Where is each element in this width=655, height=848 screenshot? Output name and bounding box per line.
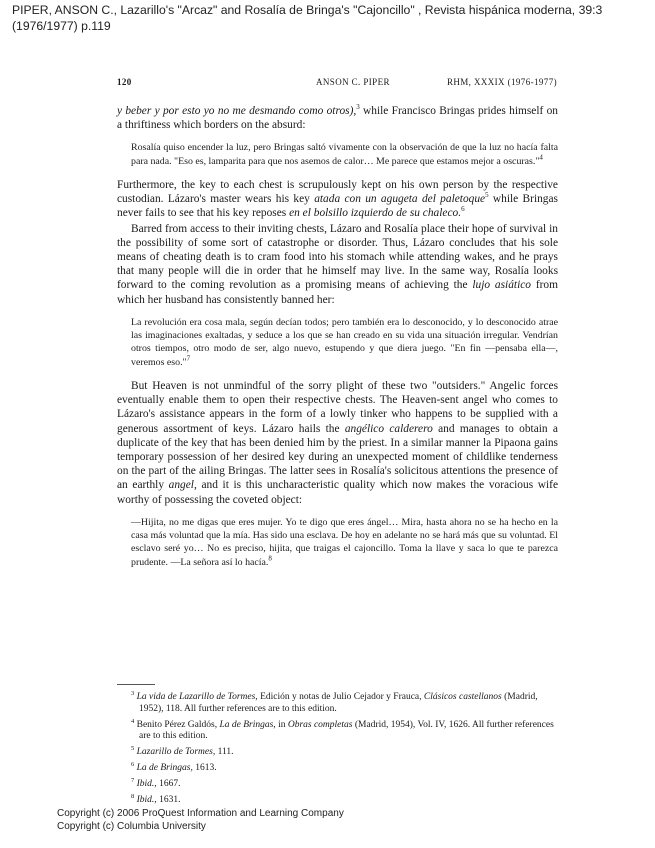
block-quote-3 xyxy=(131,516,558,569)
footnote-title: La vida de Lazarillo de Tormes, xyxy=(136,692,258,703)
footnote-title: Lazarillo de Tormes, xyxy=(136,747,216,758)
footnote xyxy=(117,791,558,807)
footnote-title: La de Bringas, xyxy=(219,719,276,730)
footnote-title: Obras completas xyxy=(287,719,353,730)
paragraph-text: while Bringas never fails to see that his key reposes xyxy=(117,193,558,220)
spanish-phrase: y beber y por esto yo no me desmando como otros), xyxy=(117,105,357,117)
footnote xyxy=(117,688,558,716)
quote-text: —Hijita, no me digas que eres mujer. Yo te digo que eres ángel… Mira, hasta ahora no se ha hecho en la casa más voluntad que la mía. Has sido una esclava. De hoy en adelante no se hará más que su voluntad. El esclavo seré yo… No es preciso, hijita, que traigas el cajoncillo. Toma la llave y saca lo que te parezca prudente. —La señora así lo hacía. xyxy=(131,516,558,568)
paragraph-text: and it is this uncharacteristic quality which now makes the voracious wife worthy of possessing the coveted object: xyxy=(117,479,558,506)
footnote-number: 3 xyxy=(131,690,135,697)
running-head xyxy=(117,77,557,91)
footnote-text: 111. xyxy=(215,747,234,758)
running-head-author: ANSON C. PIPER xyxy=(316,77,390,87)
source-citation: PIPER, ANSON C., Lazarillo's "Arcaz" and Rosalía de Bringa's "Cajoncillo" , Revista hispánica moderna, 39:3 (1976/1977) p.119 xyxy=(12,3,603,33)
footnote-text: 1613. xyxy=(192,763,217,774)
footnote-text: in xyxy=(275,719,288,730)
footnote-text: 1667. xyxy=(156,779,181,789)
footnote-title: La de Bringas, xyxy=(136,763,193,774)
spanish-phrase: lujo asiático xyxy=(472,279,531,292)
paragraph-text: Barred from access to their inviting chests, Lázaro and Rosalía place their hope of survival in the possibility of some sort of catastrophe or disorder. Thus, Lázaro concludes that his sole means of cheating death is to cram food into his stomach while attending wakes, and he prays that many people will die in order that he himself may live. In the same way, Rosalía looks forward to the coming revolution as a promising means of achieving the xyxy=(117,222,558,292)
footnote-ref: 8 xyxy=(268,554,272,563)
running-head-journal: RHM, XXXIX (1976-1977) xyxy=(446,77,557,87)
footnote-number: 5 xyxy=(131,745,135,753)
footnote-rule xyxy=(117,684,155,685)
footnote-title: Clásicos castellanos xyxy=(423,692,502,703)
paragraph-text: Furthermore, the key to each chest is scrupulously kept on his own person by the respective custodian. Lázaro's master wears his key xyxy=(117,179,558,206)
quote-text: Rosalía quiso encender la luz, pero Bringas saltó vivamente con la observación de que la luz no hacía falta para nada. "Eso es, lamparita para que nos asemos de calor… Me parece que estamos mejor a oscuras." xyxy=(131,142,558,167)
paragraph-text: But Heaven is not unmindful of the sorry plight of these two "outsiders." Angelic forces eventually enable them to open their respective chests. The Heaven-sent angel who comes to Lázaro's assistance appears in the form of a lowly tinker who happens to be supplied with a generous assortment of keys. Lázaro hails the xyxy=(117,380,558,435)
footnote-text: (Madrid, 1954), Vol. IV, 1626. All further references are to this edition. xyxy=(139,719,554,742)
article-body xyxy=(117,104,558,579)
paragraph-4 xyxy=(117,379,558,507)
paragraph-text: while Francisco Bringas prides himself on a thriftiness which borders on the absurd: xyxy=(117,105,558,132)
footnote-text: (Madrid, 1952), 118. All further references are to this edition. xyxy=(139,692,538,714)
footnote-ref: 5 xyxy=(485,191,489,200)
paragraph-text: and manages to obtain a duplicate of the key that has been denied him by the priest. In a similar manner la Pipaona gains temporary possession of her desired key during an unexpected moment of childlike tenderness on the part of the ailing Bringas. The latter sees in Rosalía's solicitous attentions the presence of an earthly xyxy=(117,422,558,492)
footnotes xyxy=(117,688,558,807)
footnote-text: 1631. xyxy=(156,794,181,805)
footnote-text: Benito Pérez Galdós, xyxy=(136,719,220,730)
spanish-phrase: en el bolsillo izquierdo de su chaleco. xyxy=(289,207,462,220)
spanish-phrase: atada con un agugeta del paletoque xyxy=(314,193,486,206)
footnote-number: 6 xyxy=(131,760,135,768)
page-number: 120 xyxy=(117,77,132,87)
paragraph-1 xyxy=(117,104,558,132)
footnote xyxy=(117,743,558,759)
footnote xyxy=(117,775,558,791)
quote-text: La revolución era cosa mala, según decían todos; pero también era lo desconocido, y lo desconocido atrae las imaginaciones exaltadas, y seduce a los que se han creado en su vida una situación irregular. Vendrían otros tiempos, otro modo de ser, algo nuevo, estupendo y que diera juego. "En fin —pensaba ella—, veremos eso." xyxy=(131,316,558,368)
footnote-text: Edición y notas de Julio Cejador y Frauca, xyxy=(257,692,424,703)
paragraph-3 xyxy=(117,222,558,307)
footnote-ref: 6 xyxy=(461,205,465,214)
footnote-number: 4 xyxy=(131,717,135,725)
footnote-number: 8 xyxy=(131,792,135,800)
footnote-title: Ibid., xyxy=(136,794,157,805)
footnote-ref: 7 xyxy=(186,354,191,363)
block-quote-2 xyxy=(131,316,558,369)
copyright-line-1: Copyright (c) 2006 ProQuest Information and Learning Company xyxy=(57,808,344,819)
footnote-title: Ibid., xyxy=(136,779,157,789)
block-quote-1 xyxy=(131,141,558,168)
paragraph-text: from which her husband has consistently banned her: xyxy=(117,279,558,306)
spanish-phrase: angélico calderero xyxy=(344,422,433,435)
footnote-ref: 4 xyxy=(539,153,543,162)
footnote-number: 7 xyxy=(131,776,135,784)
paragraph-2 xyxy=(117,178,558,221)
copyright-notice xyxy=(57,808,344,833)
footnote-ref: 3 xyxy=(356,103,360,112)
copyright-line-2: Copyright (c) Columbia University xyxy=(57,820,206,832)
spanish-phrase: angel, xyxy=(168,479,197,492)
footnote xyxy=(117,759,558,775)
footnote xyxy=(117,716,558,744)
